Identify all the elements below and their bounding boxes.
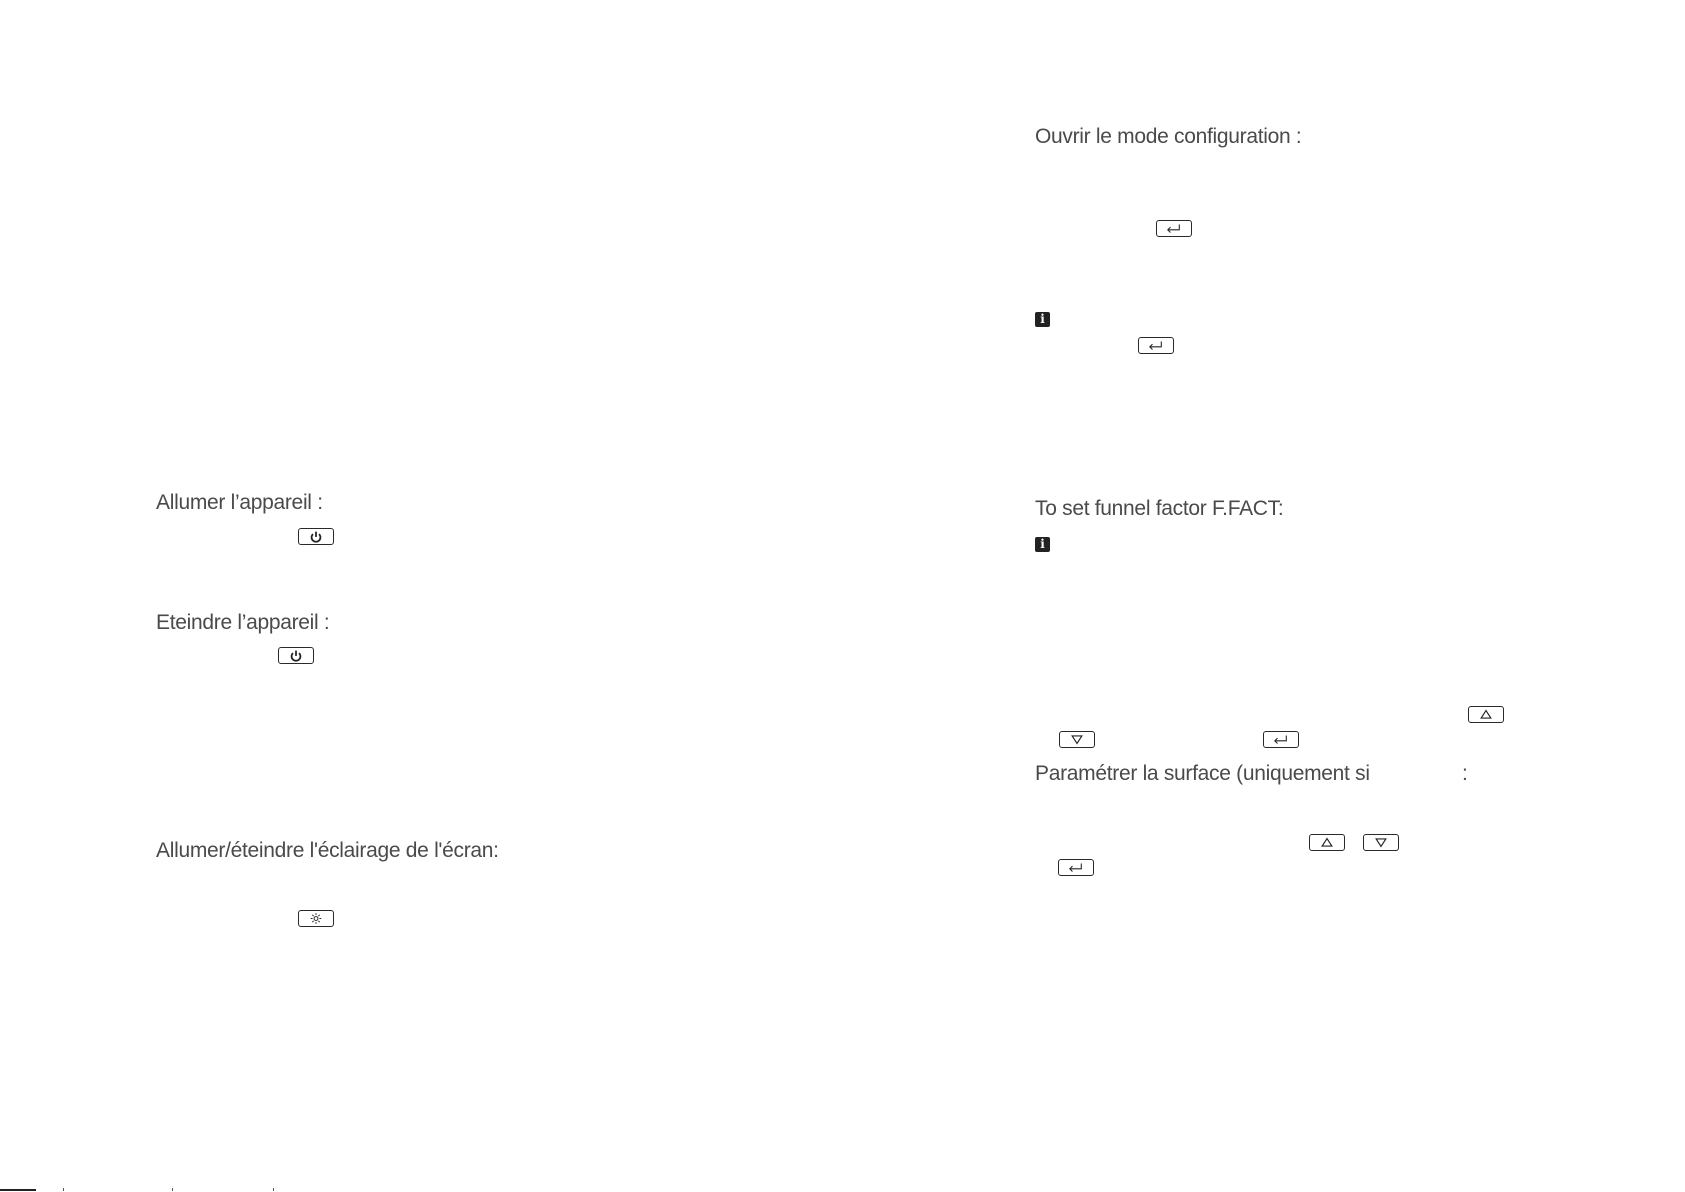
left-page [0,0,842,1192]
right-page [842,0,1685,1192]
down-arrow-icon [1364,835,1398,850]
enter-icon [1059,860,1093,875]
heading-funnel-factor: To set funnel factor F.FACT: [1035,497,1284,520]
up-arrow-icon [1469,707,1503,722]
enter-icon [1139,338,1173,353]
down-key [1059,731,1095,748]
info-icon: i [1035,312,1050,327]
enter-key [1263,731,1299,748]
power-key [278,647,314,664]
enter-key [1138,337,1174,354]
heading-config-mode: Ouvrir le mode configuration : [1035,125,1302,148]
down-key [1363,834,1399,851]
info-icon: i [1035,537,1050,552]
up-key [1468,706,1504,723]
heading-backlight: Allumer/éteindre l'éclairage de l'écran: [156,839,499,862]
light-key [298,910,334,927]
heading-surface-colon: : [1462,762,1468,785]
footer-tick [172,1188,173,1191]
footer-rule [0,1189,36,1191]
enter-key [1058,859,1094,876]
down-arrow-icon [1060,732,1094,747]
heading-surface: Paramétrer la surface (uniquement si [1035,762,1370,785]
power-icon [299,529,333,544]
enter-key [1156,220,1192,237]
light-icon [299,911,333,926]
heading-power-on: Allumer l’appareil : [156,491,323,514]
footer-tick [63,1188,64,1191]
power-key [298,528,334,545]
footer-tick [273,1188,274,1191]
up-arrow-icon [1310,835,1344,850]
enter-icon [1264,732,1298,747]
power-icon [279,648,313,663]
up-key [1309,834,1345,851]
heading-power-off: Eteindre l’appareil : [156,611,330,634]
enter-icon [1157,221,1191,236]
